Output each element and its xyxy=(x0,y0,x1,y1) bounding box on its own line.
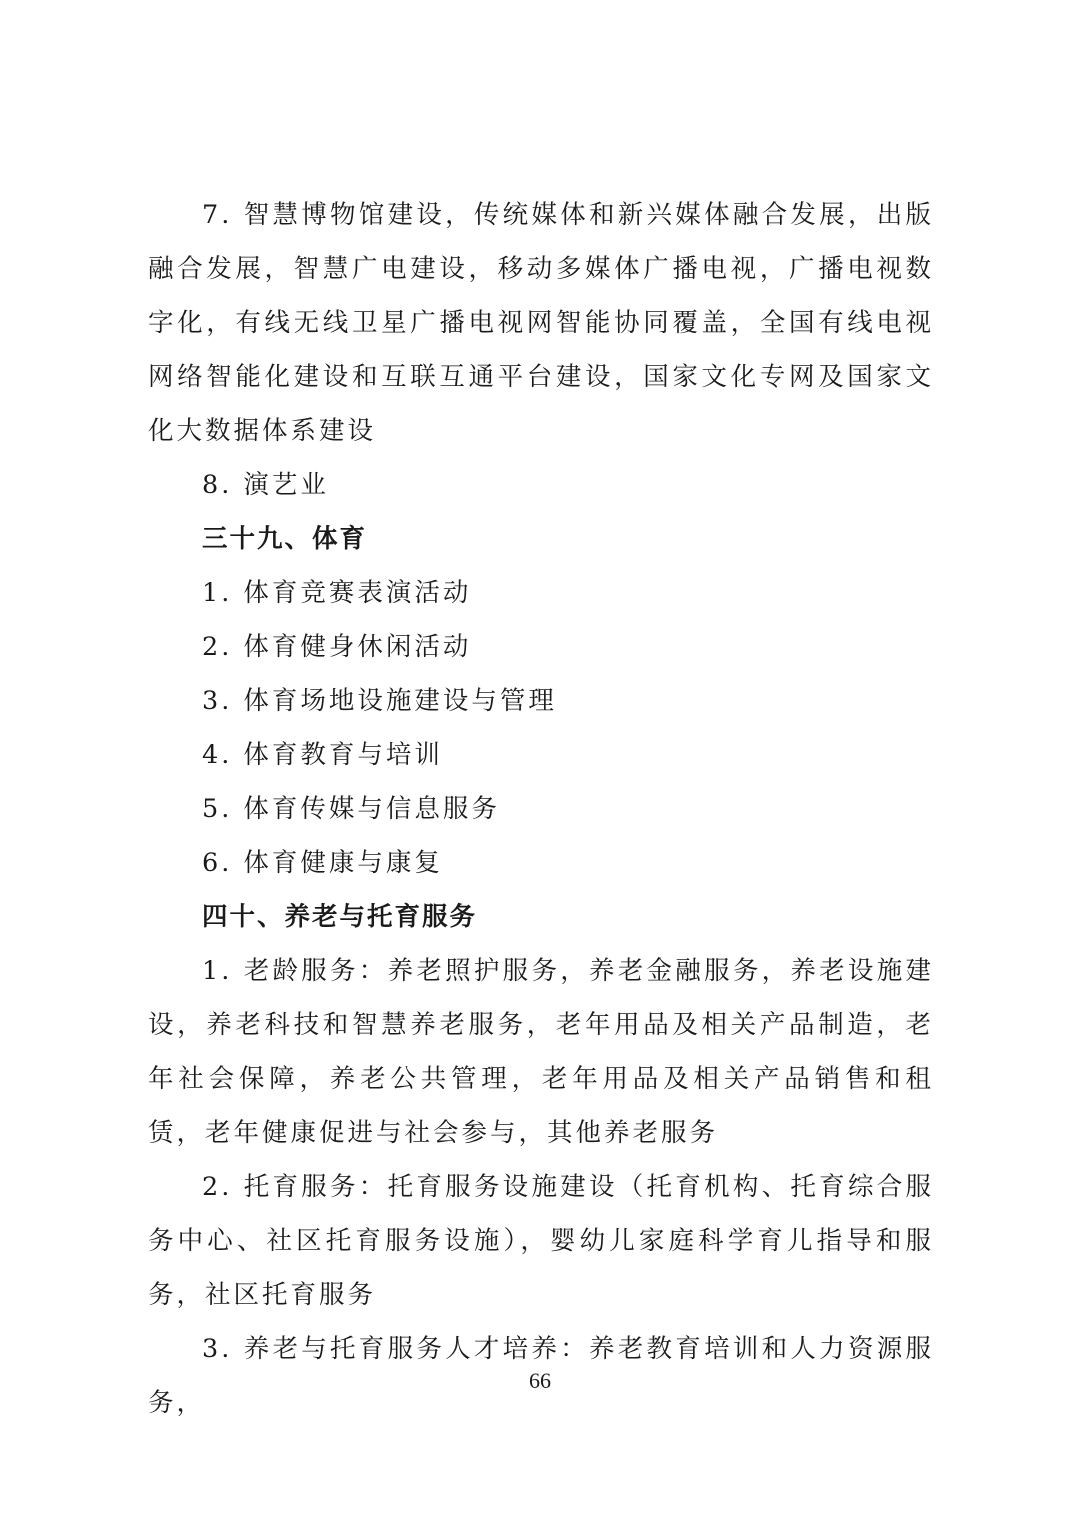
list-item-sports-4: 4. 体育教育与培训 xyxy=(202,740,443,770)
section-heading-40: 四十、养老与托育服务 xyxy=(202,902,478,932)
list-item-8: 8. 演艺业 xyxy=(202,470,329,500)
list-item-sports-2: 2. 体育健身休闲活动 xyxy=(202,632,472,662)
paragraph-childcare: 2. 托育服务：托育服务设施建设（托育机构、托育综合服务中心、社区托育服务设施），婴幼儿家庭科学育儿指导和服务，社区托育服务 xyxy=(148,1172,934,1310)
list-item-sports-6: 6. 体育健康与康复 xyxy=(202,848,443,878)
page-body xyxy=(148,188,934,1430)
list-item-sports-5: 5. 体育传媒与信息服务 xyxy=(202,794,500,824)
paragraph-talent-training: 3. 养老与托育服务人才培养：养老教育培训和人力资源服务， xyxy=(148,1334,934,1418)
section-heading-39: 三十九、体育 xyxy=(202,524,368,554)
list-item-sports-1: 1. 体育竞赛表演活动 xyxy=(202,578,472,608)
list-item-sports-3: 3. 体育场地设施建设与管理 xyxy=(202,686,557,716)
page-number: 66 xyxy=(529,1368,551,1393)
paragraph-elderly-care: 1. 老龄服务：养老照护服务，养老金融服务，养老设施建设，养老科技和智慧养老服务，老年用品及相关产品制造，老年社会保障，养老公共管理，老年用品及相关产品销售和租赁，老年健康促进与社会参与，其他养老服务 xyxy=(148,956,934,1148)
paragraph-item-7: 7. 智慧博物馆建设，传统媒体和新兴媒体融合发展，出版融合发展，智慧广电建设，移动多媒体广播电视，广播电视数字化，有线无线卫星广播电视网智能协同覆盖，全国有线电视网络智能化建设和互联互通平台建设，国家文化专网及国家文化大数据体系建设 xyxy=(148,200,934,446)
